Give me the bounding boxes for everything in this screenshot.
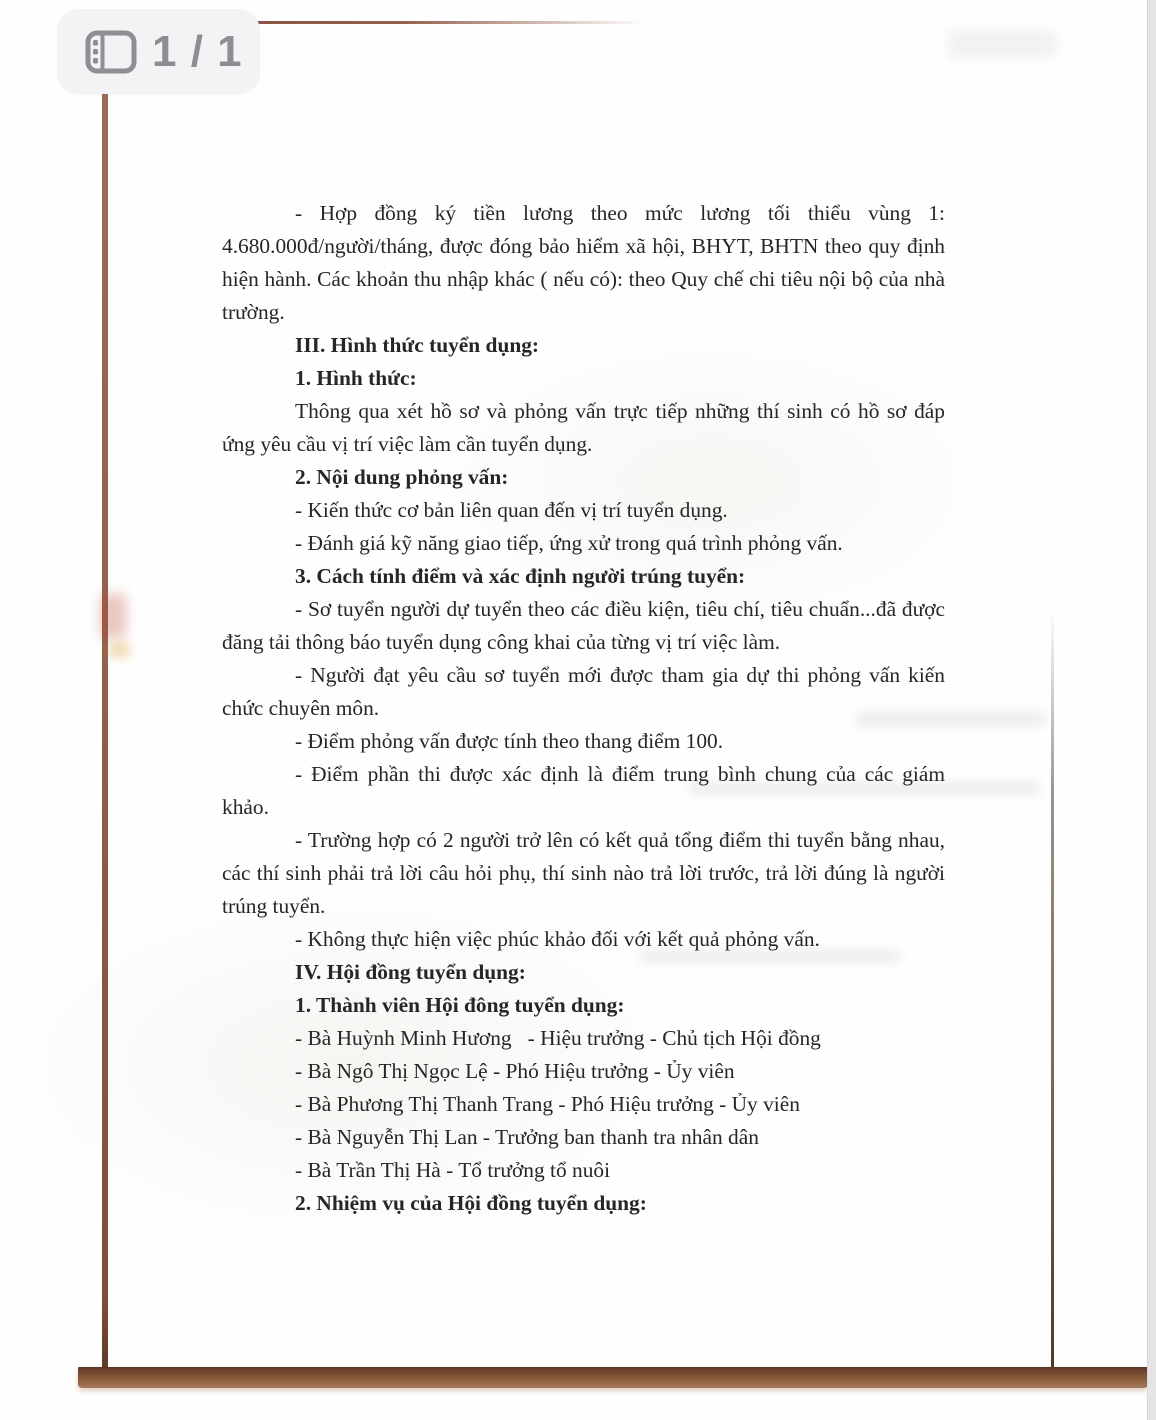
paper-edge-left — [102, 16, 108, 1368]
document-heading: IV. Hội đồng tuyển dụng: — [295, 960, 526, 984]
paper-edge-bottom — [78, 1367, 1148, 1388]
document-paragraph: - Bà Trần Thị Hà - Tổ trưởng tổ nuôi — [295, 1158, 611, 1182]
scan-artifact — [108, 642, 130, 658]
document-paragraph: - Điểm phần thi được xác định là điểm trung bình chung của các giám khảo. — [222, 762, 945, 819]
page-indicator-badge[interactable] — [57, 9, 260, 94]
viewer-edge-strip — [1147, 0, 1156, 1420]
thumbnails-panel-icon — [85, 30, 137, 74]
document-paragraph: - Hợp đồng ký tiền lương theo mức lương tối thiểu vùng 1: 4.680.000đ/người/tháng, được đóng bảo hiểm xã hội, BHYT, BHTN theo quy định hiện hành. Các khoản thu nhập khác ( nếu có): theo Quy chế chi tiêu nội bộ của nhà trường. — [222, 201, 945, 324]
document-paragraph: - Kiến thức cơ bản liên quan đến vị trí tuyển dụng. — [295, 498, 728, 522]
paper-edge-right — [1051, 610, 1054, 1368]
document-paragraph: - Trường hợp có 2 người trở lên có kết quả tổng điểm thi tuyển bằng nhau, các thí sinh phải trả lời câu hỏi phụ, thí sinh nào trả lời trước, trả lời đúng là người trúng tuyển. — [222, 828, 945, 918]
document-heading: 1. Hình thức: — [295, 366, 417, 390]
document-heading: III. Hình thức tuyển dụng: — [295, 333, 540, 357]
document-paragraph: - Bà Nguyễn Thị Lan - Trưởng ban thanh tra nhân dân — [295, 1125, 759, 1149]
document-paragraph: Thông qua xét hồ sơ và phỏng vấn trực tiếp những thí sinh có hồ sơ đáp ứng yêu cầu vị trí việc làm cần tuyển dụng. — [222, 399, 945, 456]
document-paragraph: - Sơ tuyển người dự tuyển theo các điều kiện, tiêu chí, tiêu chuẩn...đã được đăng tải thông báo tuyển dụng công khai của từng vị trí việc làm. — [222, 597, 945, 654]
scan-artifact — [100, 594, 126, 638]
document-paragraph: - Bà Ngô Thị Ngọc Lệ - Phó Hiệu trưởng - Ủy viên — [295, 1059, 735, 1083]
document-heading: 1. Thành viên Hội đông tuyển dụng: — [295, 993, 625, 1017]
document-paragraph: - Bà Phương Thị Thanh Trang - Phó Hiệu trưởng - Ủy viên — [295, 1092, 800, 1116]
document-paragraph: - Bà Huỳnh Minh Hương - Hiệu trưởng - Chủ tịch Hội đồng — [295, 1026, 821, 1050]
document-paragraph: - Không thực hiện việc phúc khảo đối với kết quả phỏng vấn. — [295, 927, 820, 951]
document-heading: 2. Nội dung phỏng vấn: — [295, 465, 509, 489]
document-heading: 3. Cách tính điểm và xác định người trúng tuyển: — [295, 564, 746, 588]
document-text — [222, 197, 945, 1220]
document-heading: 2. Nhiệm vụ của Hội đồng tuyển dụng: — [295, 1191, 647, 1215]
scan-artifact — [948, 30, 1058, 58]
document-paragraph: - Người đạt yêu cầu sơ tuyển mới được tham gia dự thi phỏng vấn kiến chức chuyên môn. — [222, 663, 945, 720]
page-count-label: 1 / 1 — [152, 26, 243, 76]
document-paragraph: - Điểm phỏng vấn được tính theo thang điểm 100. — [295, 729, 724, 753]
document-paragraph: - Đánh giá kỹ năng giao tiếp, ứng xử trong quá trình phỏng vấn. — [295, 531, 843, 555]
